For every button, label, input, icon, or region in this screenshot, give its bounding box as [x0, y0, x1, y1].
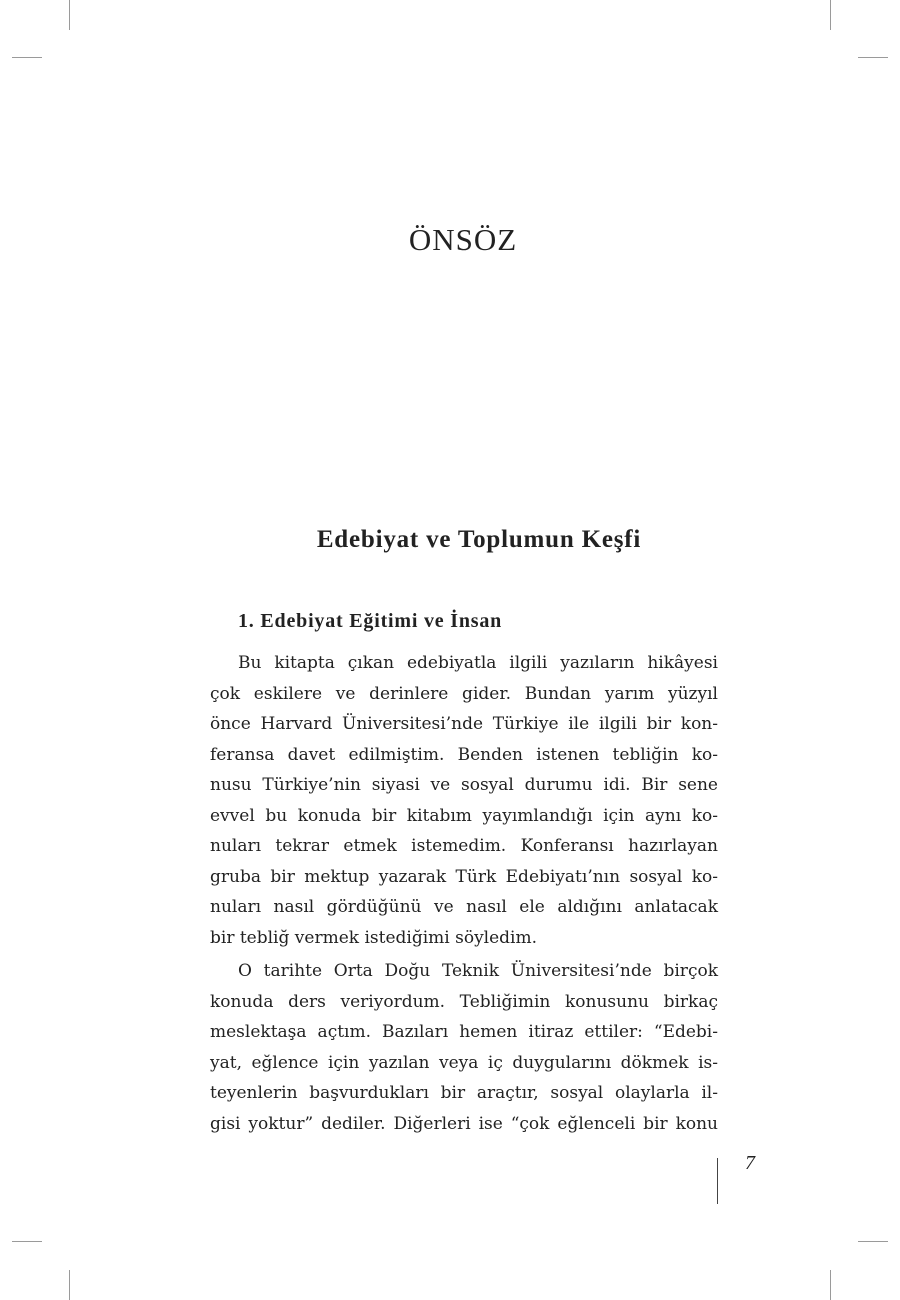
folio-rule: [717, 1158, 718, 1204]
text-line: çok eskilere ve derinlere gider. Bundan yarım yüzyıl: [210, 683, 718, 704]
text-line: O tarihte Orta Doğu Teknik Üniversitesi’nde birçok: [238, 961, 718, 981]
text-line: bir tebliğ vermek istediğimi söyledim.: [210, 927, 538, 948]
text-line: yat, eğlence için yazılan veya iç duygularını dökmek is-: [210, 1052, 718, 1073]
page-number: 7: [745, 1152, 755, 1174]
text-line: evvel bu konuda bir kitabım yayımlandığı için aynı ko-: [210, 805, 718, 826]
text-line: gisi yoktur” dediler. Diğerleri ise “çok eğlenceli bir konu: [210, 1113, 718, 1134]
crop-mark-top-left: [69, 0, 70, 30]
text-line: Bu kitapta çıkan edebiyatla ilgili yazıların hikâyesi: [238, 653, 718, 673]
crop-mark-bottom-left: [69, 1270, 70, 1300]
subsection-title: 1. Edebiyat Eğitimi ve İnsan: [238, 610, 503, 632]
chapter-title: ÖNSÖZ: [408, 222, 518, 257]
body-text: [210, 648, 718, 1139]
crop-mark-right-bottom: [858, 1241, 888, 1242]
text-line: feransa davet edilmiştim. Benden istenen tebliğin ko-: [210, 744, 718, 765]
section-title: Edebiyat ve Toplumun Keşfi: [316, 526, 642, 553]
crop-mark-left-bottom: [12, 1241, 42, 1242]
crop-mark-left-top: [12, 57, 42, 58]
text-line: nusu Türkiye’nin siyasi ve sosyal durumu idi. Bir sene: [210, 775, 718, 795]
text-line: gruba bir mektup yazarak Türk Edebiyatı’nın sosyal ko-: [210, 866, 718, 887]
paragraph: [210, 956, 718, 1139]
text-line: konuda ders veriyordum. Tebliğimin konusunu birkaç: [210, 991, 718, 1012]
crop-mark-right-top: [858, 57, 888, 58]
text-line: nuları nasıl gördüğünü ve nasıl ele aldığını anlatacak: [210, 897, 718, 917]
text-line: meslektaşa açtım. Bazıları hemen itiraz ettiler: “Edebi-: [210, 1022, 718, 1042]
text-line: nuları tekrar etmek istemedim. Konferansı hazırlayan: [210, 836, 718, 856]
paragraph: [210, 648, 718, 953]
text-line: önce Harvard Üniversitesi’nde Türkiye ile ilgili bir kon-: [210, 714, 718, 734]
text-line: teyenlerin başvurdukları bir araçtır, sosyal olaylarla il-: [210, 1083, 718, 1103]
crop-mark-top-right: [830, 0, 831, 30]
crop-mark-bottom-right: [830, 1270, 831, 1300]
